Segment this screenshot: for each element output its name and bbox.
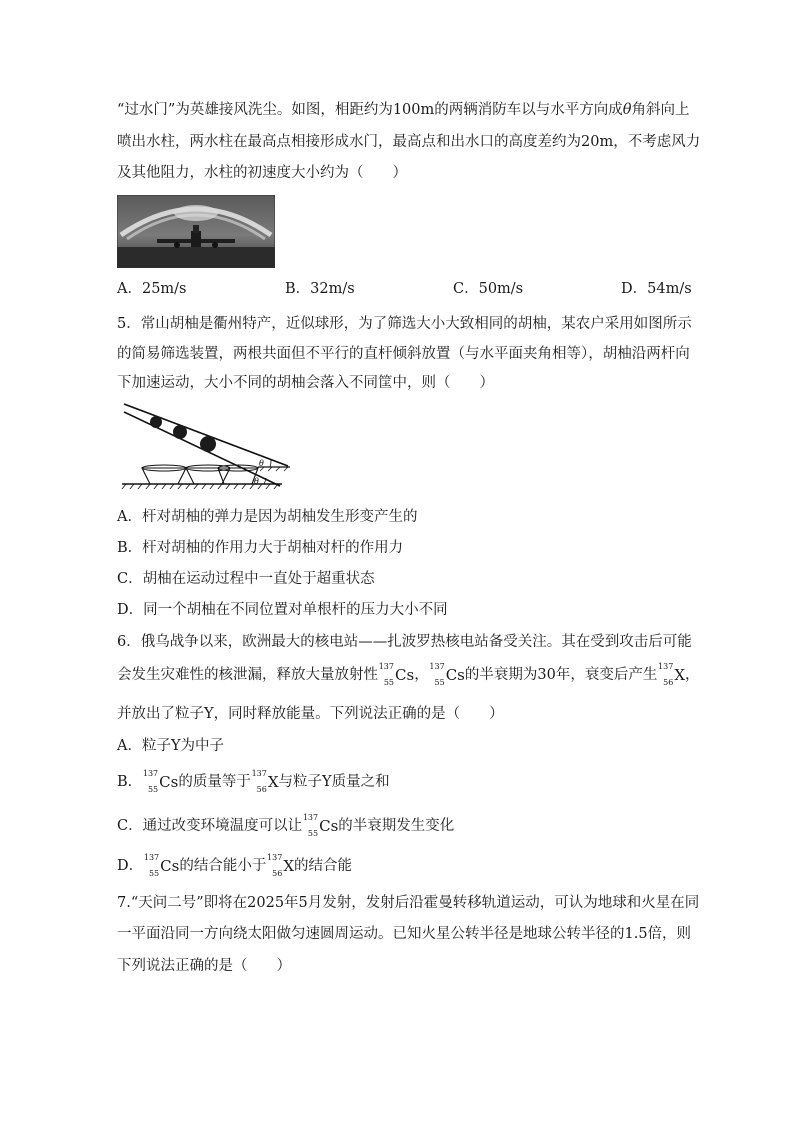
q4-option-b[interactable]: B．32m/s [285,281,355,297]
cs-nuclide: 137 55 [378,662,394,687]
q5-line1: 5．常山胡柚是衢州特产，近似球形，为了筛选大小大致相同的胡柚，某农户采用如图所示 [117,316,692,332]
q6-option-c[interactable]: C．通过改变环境温度可以让 137 55 Cs的半衰期发生变化 [117,813,455,838]
q4-line1: “过水门”为英雄接风洗尘。如图，相距约为100m的两辆消防车以与水平方向成θ角斜向上 [117,102,690,118]
sorting-device-diagram [118,400,298,492]
q5-angle-top: θ [259,459,264,468]
q6-line1: 6．俄乌战争以来，欧洲最大的核电站——扎波罗热核电站备受关注。其在受到攻击后可能 [117,634,692,650]
q4-option-a[interactable]: A．25m/s [117,281,187,297]
x-nuclide: 137 56 [658,662,674,687]
q4-line2: 喷出水柱，两水柱在最高点相接形成水门，最高点和出水口的高度差约为20m，不考虑风力 [117,134,701,150]
q7-line3: 下列说法正确的是（ ） [117,958,291,974]
water-gate-photo [117,195,275,268]
q5-option-a[interactable]: A．杆对胡柚的弹力是因为胡柚发生形变产生的 [117,509,418,525]
q5-line2: 的简易筛选装置，两根共面但不平行的直杆倾斜放置（与水平面夹角相等），胡柚沿两杆向 [117,346,690,362]
q4-line3: 及其他阻力，水柱的初速度大小约为（ ） [117,165,407,181]
q5-option-d[interactable]: D．同一个胡柚在不同位置对单根杆的压力大小不同 [117,602,448,618]
q6-line2: 会发生灾难性的核泄漏，释放大量放射性 137 55 Cs， 137 55 Cs的半衰期为30年，衰变后产生 137 56 X， [117,662,700,687]
q7-line1: 7.“天问二号”即将在2025年5月发射，发射后沿霍曼转移轨道运动，可认为地球和火星在同 [117,895,700,911]
cs-nuclide: 137 55 [429,662,445,687]
q5-angle-bottom: θ [254,477,259,486]
q4-theta: θ [622,102,632,118]
q4-option-c[interactable]: C．50m/s [453,281,524,297]
q6-option-a[interactable]: A．粒子Y为中子 [117,738,225,754]
q6-option-b[interactable]: B． 137 55 Cs的质量等于 137 56 X与粒子Y质量之和 [117,769,390,794]
q6-option-d[interactable]: D． 137 55 Cs的结合能小于 137 56 X的结合能 [117,853,353,878]
q5-option-b[interactable]: B．杆对胡柚的作用力大于胡柚对杆的作用力 [117,540,404,556]
q4-option-d[interactable]: D．54m/s [621,281,692,297]
q5-line3: 下加速运动，大小不同的胡柚会落入不同筐中，则（ ） [117,375,494,391]
q6-line3: 并放出了粒子Y，同时释放能量。下列说法正确的是（ ） [117,706,504,722]
q5-option-c[interactable]: C．胡柚在运动过程中一直处于超重状态 [117,571,375,587]
q7-line2: 一平面沿同一方向绕太阳做匀速圆周运动。已知火星公转半径是地球公转半径的1.5倍，则 [117,926,692,942]
